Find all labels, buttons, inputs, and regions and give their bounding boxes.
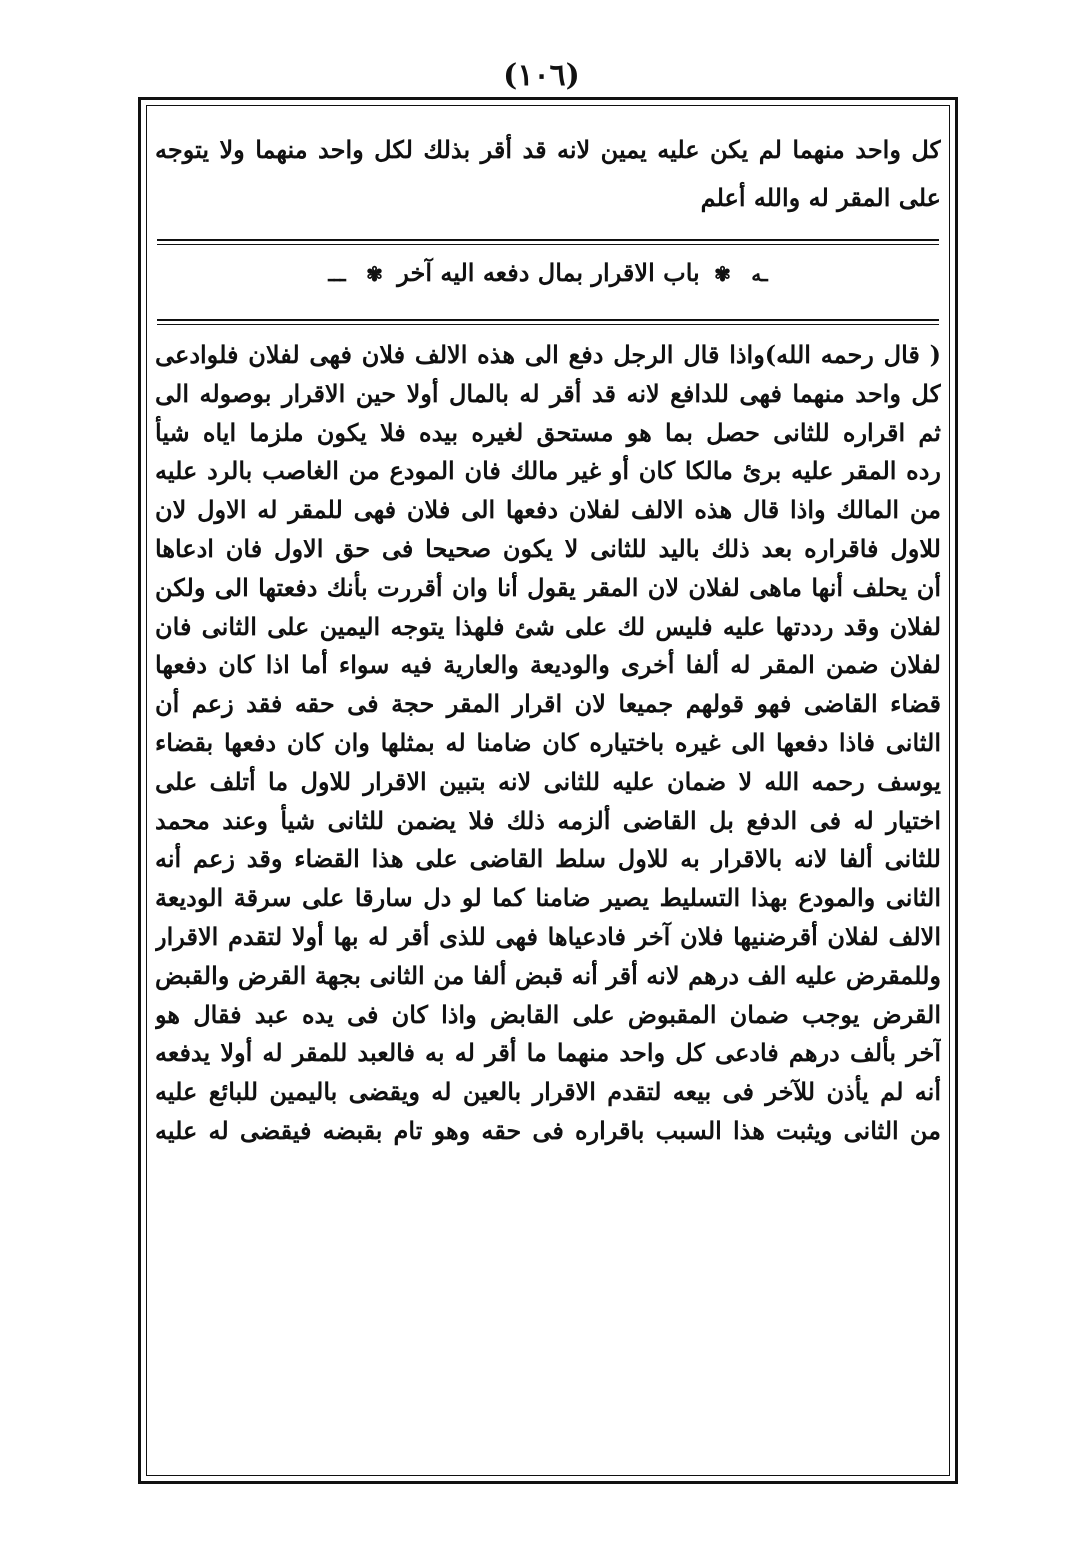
divider-bottom-1	[157, 319, 939, 321]
body-line: آخر بألف درهم فادعى كل واحد منهما ما أقر له به فالعبد للمقر له أولا يدفعه	[155, 1038, 941, 1068]
body-line: للاول فاقراره بعد ذلك باليد للثانى لا يكون صحيحا فى حق الاول فان ادعاها	[155, 533, 941, 563]
body-line: الثانى فاذا دفعها الى غيره باختياره كان ضامنا له بمثلها وان كان دفعها بقضاء	[155, 727, 941, 757]
page-frame	[138, 97, 958, 1484]
divider-top-1	[157, 239, 939, 241]
chapter-heading	[141, 258, 955, 287]
body-line: من المالك واذا قال هذه الالف لفلان دفعها الى فلان فهى للمقر له الاول لان	[155, 495, 941, 525]
body-text	[155, 336, 941, 1151]
body-line: رده المقر عليه برئ مالكا كان أو غير مالك فان المودع من الغاصب بالرد عليه	[155, 456, 941, 486]
body-line: لفلان وقد رددتها عليه فليس لك على شئ فلهذا يتوجه اليمين على الثانى فان	[155, 611, 941, 641]
intro-line: كل واحد منهما لم يكن عليه يمين لانه قد أقر بذلك لكل واحد منهما ولا يتوجه	[155, 135, 941, 164]
body-line: القرض يوجب ضمان المقبوض على القابض واذا كان فى يده عبد فقال هو	[155, 999, 941, 1029]
ornament-right: ـه	[751, 262, 768, 286]
divider-bottom-2	[157, 324, 939, 325]
intro-text	[155, 126, 941, 222]
divider-top-2	[157, 244, 939, 245]
body-line: أنه لم يأذن للآخر فى بيعه لتقدم الاقرار بالعين له ويقضى باليمين للبائع عليه	[155, 1077, 941, 1107]
body-line: كل واحد منهما فهى للدافع لانه قد أقر له بالمال أولا حين الاقرار بوصوله الى	[155, 378, 941, 408]
body-line: أن يحلف أنها ماهى لفلان لان المقر يقول أنا وان أقررت بأنك دفعتها الى ولكن	[155, 572, 941, 602]
body-line: ( قال رحمه الله)واذا قال الرجل دفع الى هذه الالف فلان فهى لفلان فلوادعى	[155, 340, 941, 369]
body-line: الالف لفلان أقرضنيها فلان آخر فادعياها فهى للذى أقر له بها أولا لتقدم الاقرار	[155, 921, 941, 951]
intro-line: على المقر له والله أعلم	[700, 183, 941, 212]
floral-ornament-icon: ✾	[366, 262, 383, 286]
body-line: للثانى ألفا لانه بالاقرار به للاول سلط القاضى على هذا القضاء وقد زعم أنه	[155, 844, 941, 874]
body-line: يوسف رحمه الله لا ضمان عليه للثانى لانه بتبين الاقرار للاول ما أتلف على	[155, 766, 941, 796]
chapter-title: باب الاقرار بمال دفعه اليه آخر	[397, 258, 700, 287]
page-number: (١٠٦)	[503, 58, 580, 93]
body-line: لفلان ضمن المقر له ألفا أخرى والوديعة والعارية فيه سواء أما اذا كان دفعها	[155, 650, 941, 680]
body-line: ثم اقراره للثانى حصل بما هو مستحق لغيره بيده فلا يكون ملزما اياه شيأ	[155, 417, 941, 447]
body-line: الثانى والمودع بهذا التسليط يصير ضامنا كما لو دل سارقا على سرقة الوديعة	[155, 883, 941, 913]
body-line: اختيار له فى الدفع بل القاضى ألزمه ذلك فلا يضمن للثانى شيأ وعند محمد	[155, 805, 941, 835]
ornament-left: ـــ	[328, 262, 346, 286]
body-line: قضاء القاضى فهو قولهم جميعا لان اقرار المقر حجة فى حقه فقد زعم أن	[155, 689, 941, 719]
body-line: من الثانى ويثبت هذا السبب باقراره فى حقه وهو تام بقبضه فيقضى له عليه	[155, 1115, 941, 1145]
floral-ornament-icon: ✾	[714, 262, 731, 286]
body-line: وللمقرض عليه الف درهم لانه أقر أنه قبض ألفا من الثانى بجهة القرض والقبض	[155, 960, 941, 990]
